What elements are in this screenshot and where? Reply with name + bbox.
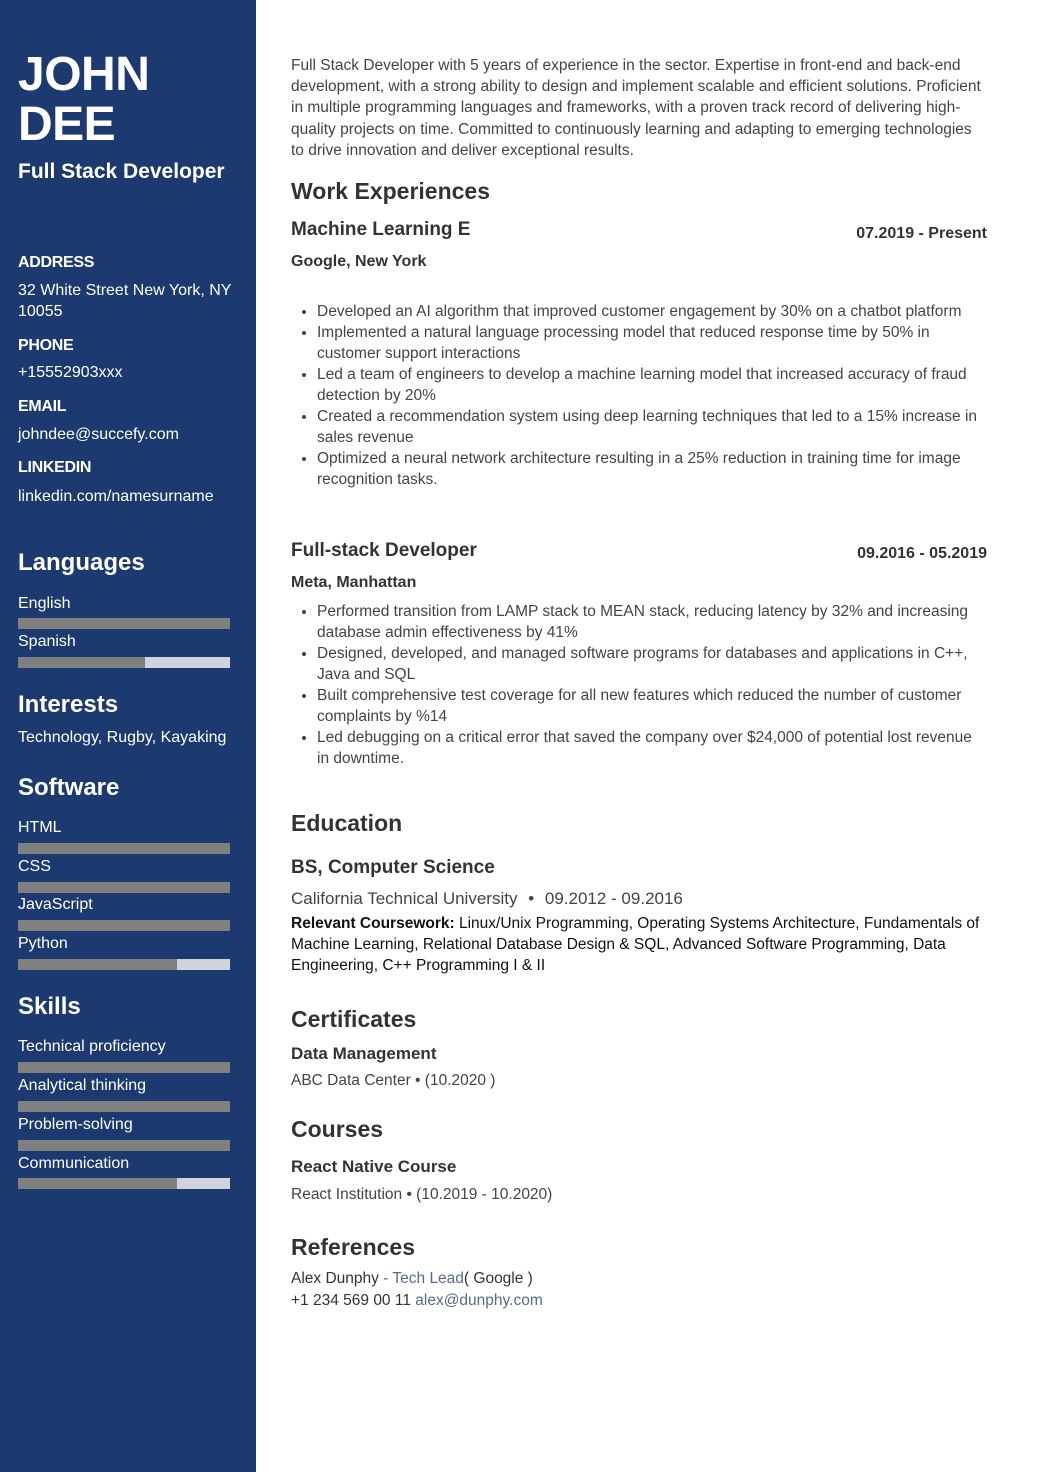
email-value[interactable]: johndee@succefy.com	[18, 426, 179, 443]
language-name: Spanish	[18, 633, 76, 650]
job-bullet: • Implemented a natural language processing model that reduced response time by 50% in customer support interactions	[317, 322, 987, 364]
education-heading: Education	[291, 810, 403, 836]
reference-role: Tech Lead	[392, 1270, 464, 1287]
job-title: Machine Learning E	[291, 219, 471, 240]
job-bullet: • Optimized a neural network architecture resulting in a 25% reduction in training time for image recognition tasks.	[317, 448, 987, 490]
education-coursework	[291, 913, 991, 976]
job-title: Full Stack Developer	[18, 160, 225, 183]
reference-phone: +1 234 569 00 11	[291, 1292, 411, 1309]
software-level-bar	[18, 882, 230, 893]
phone-label: PHONE	[18, 337, 74, 354]
reference-line	[291, 1270, 533, 1288]
interests-text: Technology, Rugby, Kayaking	[18, 729, 227, 746]
skill-level-fill	[18, 1140, 230, 1151]
skill-name: Problem-solving	[18, 1116, 133, 1133]
job-bullets	[291, 301, 987, 490]
reference-email[interactable]: alex@dunphy.com	[415, 1292, 543, 1309]
skill-level-fill	[18, 1062, 230, 1073]
skill-level-bar	[18, 1101, 230, 1112]
software-level-fill	[18, 843, 230, 854]
skill-level-fill	[18, 1178, 177, 1189]
software-level-bar	[18, 959, 230, 970]
job-bullet: • Designed, developed, and managed software programs for databases and applications in C++, Java and SQL	[317, 643, 987, 685]
software-level-fill	[18, 882, 230, 893]
certificate-detail: ABC Data Center • (10.2020 )	[291, 1072, 496, 1089]
education-school-line	[291, 889, 683, 909]
job-bullet: • Created a recommendation system using deep learning techniques that led to a 15% increase in sales revenue	[317, 406, 987, 448]
profile-summary: Full Stack Developer with 5 years of experience in the sector. Expertise in front-end and back-end development, with a strong ability to design and implement scalable and efficient solutions. Proficient in multiple programming languages and frameworks, with a proven track record of delivering high-quality projects on time. Committed to continuously learning and adapting to emerging technologies to drive innovation and deliver exceptional results.	[291, 57, 981, 159]
software-name: Python	[18, 935, 68, 952]
email-label: EMAIL	[18, 398, 67, 415]
job-title: Full-stack Developer	[291, 540, 477, 561]
work-heading: Work Experiences	[291, 178, 491, 204]
address-label: ADDRESS	[18, 254, 95, 271]
interests-heading: Interests	[18, 691, 119, 718]
coursework-label: Relevant Coursework:	[291, 915, 455, 932]
software-heading: Software	[18, 774, 120, 801]
language-name: English	[18, 595, 71, 612]
references-heading: References	[291, 1234, 416, 1260]
job-date: 07.2019 - Present	[856, 225, 987, 242]
courses-heading: Courses	[291, 1116, 384, 1142]
skill-name: Communication	[18, 1155, 130, 1172]
software-name: JavaScript	[18, 896, 93, 913]
education-dates: 09.2012 - 09.2016	[544, 889, 683, 908]
skills-heading: Skills	[18, 993, 81, 1020]
job-company: Meta, Manhattan	[291, 574, 417, 591]
education-school: California Technical University	[291, 889, 518, 908]
skill-level-bar	[18, 1178, 230, 1189]
course-title: React Native Course	[291, 1157, 457, 1176]
software-name: HTML	[18, 819, 62, 836]
education-degree: BS, Computer Science	[291, 857, 495, 878]
job-bullet: • Led debugging on a critical error that saved the company over $24,000 of potential lost revenue in downtime.	[317, 727, 987, 769]
language-level-fill	[18, 657, 145, 668]
course-detail: React Institution • (10.2019 - 10.2020)	[291, 1186, 553, 1203]
skill-name: Technical proficiency	[18, 1038, 166, 1055]
job-bullet: • Led a team of engineers to develop a machine learning model that increased accuracy of fraud detection by 20%	[317, 364, 987, 406]
reference-company: ( Google )	[463, 1270, 533, 1287]
reference-contact-line	[291, 1292, 543, 1310]
address-value: 32 White Street New York, NY 10055	[18, 282, 232, 320]
reference-dash: -	[378, 1270, 393, 1287]
software-level-fill	[18, 959, 177, 970]
languages-heading: Languages	[18, 549, 145, 576]
last-name: DEE	[18, 98, 116, 151]
software-level-fill	[18, 920, 230, 931]
linkedin-label: LINKEDIN	[18, 459, 92, 476]
skill-level-fill	[18, 1101, 230, 1112]
job-bullets	[291, 601, 987, 769]
language-level-bar	[18, 657, 230, 668]
job-bullet: • Developed an AI algorithm that improved customer engagement by 30% on a chatbot platform	[317, 301, 987, 322]
language-level-fill	[18, 618, 230, 629]
job-bullet: • Performed transition from LAMP stack to MEAN stack, reducing latency by 32% and increasing database admin effectiveness by 41%	[317, 601, 987, 643]
first-name: JOHN	[18, 48, 150, 101]
certificates-heading: Certificates	[291, 1006, 417, 1032]
coursework-text: Linux/Unix Programming, Operating Systems Architecture, Fundamentals of Machine Learning, Relational Database Design & SQL, Advanced Software Programming, Data Engineering, C++ Programming I & II	[291, 915, 980, 974]
education-separator: •	[528, 889, 535, 908]
job-date: 09.2016 - 05.2019	[857, 545, 987, 562]
certificate-title: Data Management	[291, 1044, 437, 1063]
skill-level-bar	[18, 1140, 230, 1151]
language-level-bar	[18, 618, 230, 629]
linkedin-value[interactable]: linkedin.com/namesurname	[18, 488, 214, 505]
job-company: Google, New York	[291, 253, 427, 270]
skill-name: Analytical thinking	[18, 1077, 147, 1094]
job-bullet: • Built comprehensive test coverage for all new features which reduced the number of customer complaints by %14	[317, 685, 987, 727]
phone-value: +15552903xxx	[18, 364, 123, 381]
software-level-bar	[18, 843, 230, 854]
skill-level-bar	[18, 1062, 230, 1073]
sidebar	[0, 0, 256, 1472]
reference-name: Alex Dunphy	[291, 1270, 379, 1287]
software-name: CSS	[18, 858, 51, 875]
software-level-bar	[18, 920, 230, 931]
